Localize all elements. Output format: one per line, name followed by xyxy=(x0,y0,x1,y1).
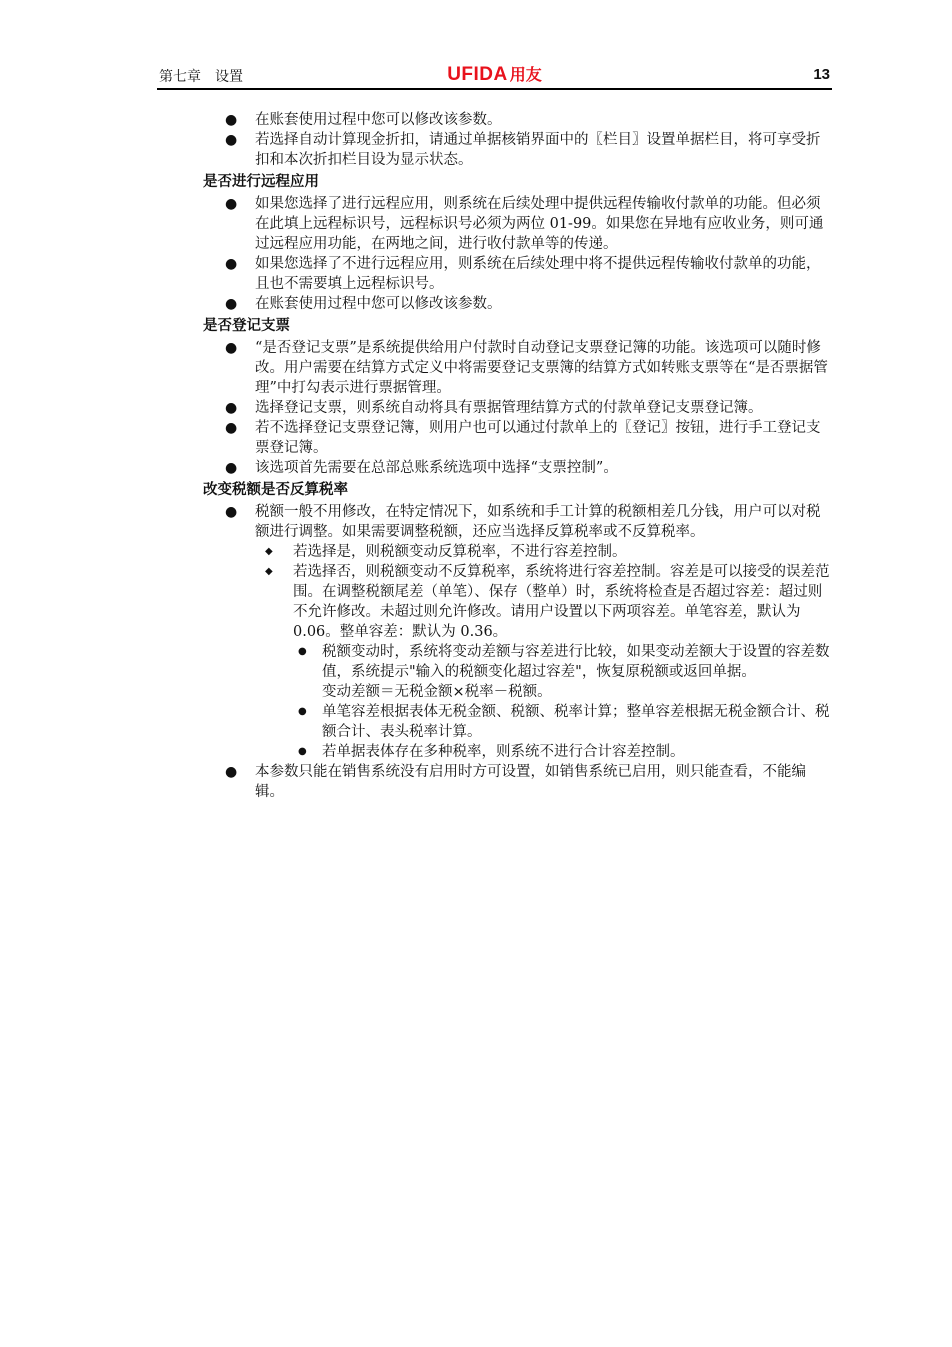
list-item: ● 在账套使用过程中您可以修改该参数。 xyxy=(225,296,502,312)
page-header xyxy=(157,62,832,90)
section-title: 改变税额是否反算税率 xyxy=(203,482,348,498)
bullet-icon: ● xyxy=(225,132,238,148)
diamond-bullet-icon: ◆ xyxy=(265,566,273,577)
bullet-icon: ● xyxy=(225,460,238,476)
ufida-logo xyxy=(157,62,832,86)
bullet-icon: ● xyxy=(225,764,238,780)
sub-list-item: ◆ 若选择是，则税额变动反算税率，不进行容差控制。 xyxy=(265,544,627,560)
bullet-icon: ● xyxy=(225,196,238,212)
nested-list-item: ● 若单据表体存在多种税率，则系统不进行合计容差控制。 xyxy=(298,744,685,760)
page-number: 13 xyxy=(813,66,830,83)
formula-text: 变动差额＝无税金额×税率－税额。 xyxy=(322,684,552,700)
list-item: ● 如果您选择了进行远程应用，则系统在后续处理中提供远程传输收付款单的功能。但必须在此填上远程标识号，远程标识号必须为两位 01-99。如果您在异地有应收业务，则可通过远程应用功能，在两地之间，进行收付款单等的传递。 xyxy=(225,196,824,252)
diamond-bullet-icon: ◆ xyxy=(265,546,273,557)
list-item: ● 若不选择登记支票登记簿，则用户也可以通过付款单上的〖登记〗按钮，进行手工登记支票登记簿。 xyxy=(225,420,821,456)
small-bullet-icon: ● xyxy=(298,746,307,757)
list-item: ● 若选择自动计算现金折扣，请通过单据核销界面中的〖栏目〗设置单据栏目，将可享受折扣和本次折扣栏目设为显示状态。 xyxy=(225,132,821,168)
section-title: 是否登记支票 xyxy=(203,318,290,334)
bullet-icon: ● xyxy=(225,112,238,128)
bullet-icon: ● xyxy=(225,504,238,520)
list-item: ● 在账套使用过程中您可以修改该参数。 xyxy=(225,112,502,128)
nested-list-item: ● 单笔容差根据表体无税金额、税额、税率计算；整单容差根据无税金额合计、税额合计、表头税率计算。 xyxy=(298,704,830,740)
bullet-icon: ● xyxy=(225,296,238,312)
chapter-title: 第七章 设置 xyxy=(159,69,243,85)
list-item: ● 税额一般不用修改，在特定情况下，如系统和手工计算的税额相差几分钱，用户可以对税额进行调整。如果需要调整税额，还应当选择反算税率或不反算税率。 xyxy=(225,504,821,540)
document-body xyxy=(203,110,831,802)
logo-text-cn: 用友 xyxy=(509,65,542,84)
section-title: 是否进行远程应用 xyxy=(203,174,319,190)
sub-list-item: ◆ 若选择否，则税额变动不反算税率，系统将进行容差控制。容差是可以接受的误差范围。在调整税额尾差（单笔）、保存（整单）时，系统将检查是否超过容差：超过则不允许修改。未超过则允许修改。请用户设置以下两项容差。单笔容差，默认为 0.06。整单容差：默认为 0.36。 xyxy=(265,564,830,640)
small-bullet-icon: ● xyxy=(298,646,307,657)
list-item: ● 该选项首先需要在总部总账系统选项中选择“支票控制”。 xyxy=(225,460,618,476)
bullet-icon: ● xyxy=(225,420,238,436)
list-item: ● “是否登记支票”是系统提供给用户付款时自动登记支票登记簿的功能。该选项可以随时修改。用户需要在结算方式定义中将需要登记支票簿的结算方式如转账支票等在“是否票据管理”中打勾表示进行票据管理。 xyxy=(225,340,828,396)
bullet-icon: ● xyxy=(225,256,238,272)
bullet-icon: ● xyxy=(225,400,238,416)
nested-list-item: ● 税额变动时，系统将变动差额与容差进行比较，如果变动差额大于设置的容差数值，系统提示"输入的税额变化超过容差"，恢复原税额或返回单据。 变动差额＝无税金额×税率－税额。 xyxy=(298,644,830,700)
bullet-icon: ● xyxy=(225,340,238,356)
list-item: ● 选择登记支票，则系统自动将具有票据管理结算方式的付款单登记支票登记簿。 xyxy=(225,400,763,416)
small-bullet-icon: ● xyxy=(298,706,307,717)
list-item: ● 如果您选择了不进行远程应用，则系统在后续处理中将不提供远程传输收付款单的功能，且也不需要填上远程标识号。 xyxy=(225,256,821,292)
logo-text-en: UFIDA xyxy=(447,64,508,85)
list-item: ● 本参数只能在销售系统没有启用时方可设置，如销售系统已启用，则只能查看，不能编辑。 xyxy=(225,764,806,800)
